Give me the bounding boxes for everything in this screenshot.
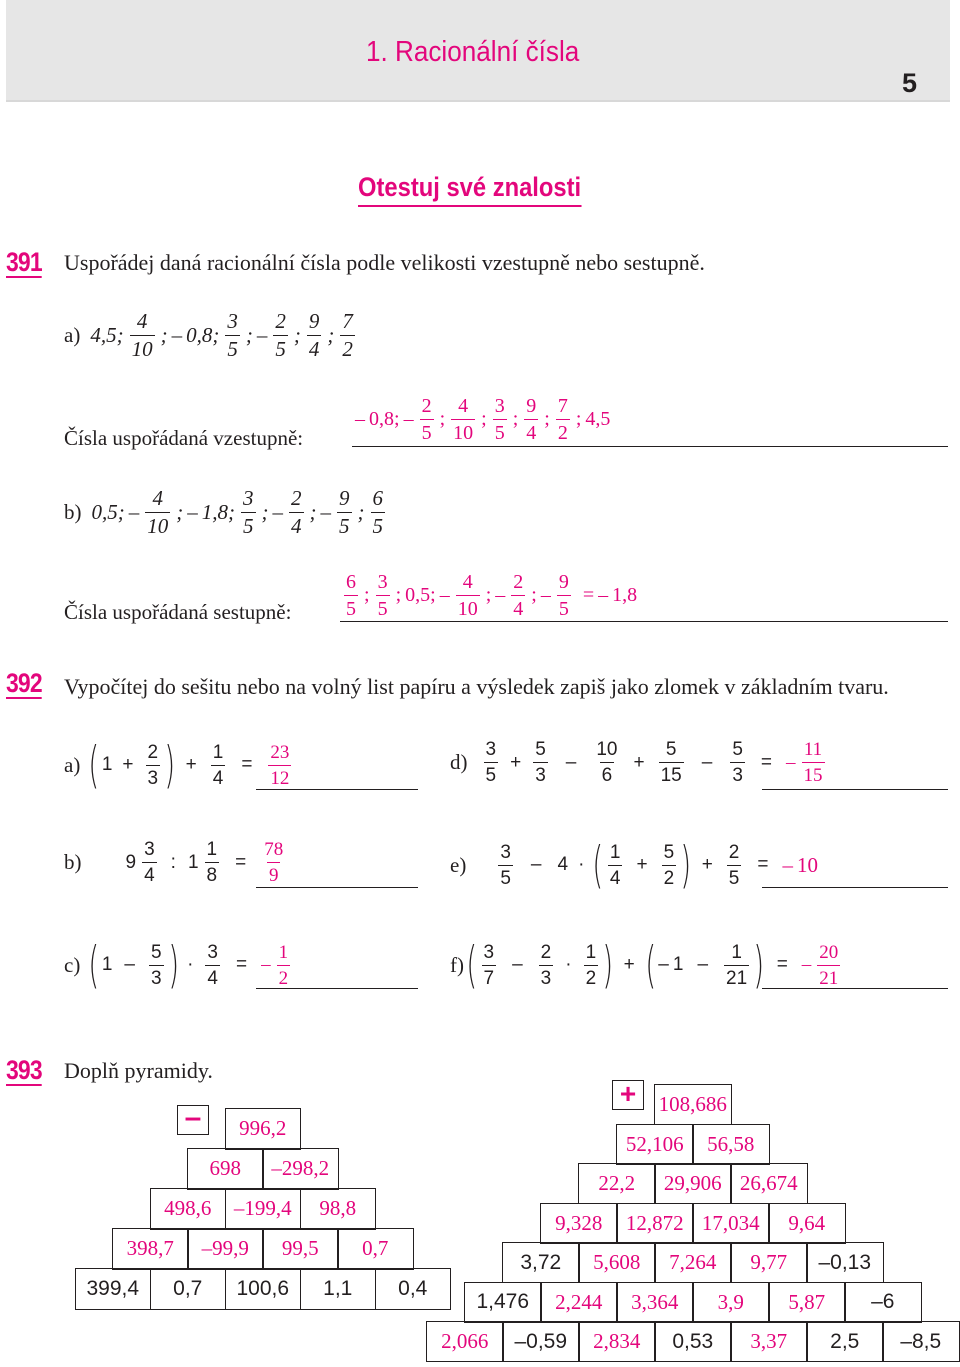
answer-fraction: $\frac{78}{9}$ xyxy=(264,839,284,886)
pyramid-left-cell-r5-c1: 399,4 xyxy=(75,1268,152,1310)
fraction: $\frac{1}{21}$ xyxy=(726,941,748,989)
392e: e) $\frac{3}{5}$ – 4 · ( $\frac{1}{4}$ + $\frac{5}{2}$ ) + $\frac{2}{5}$ = – 10 xyxy=(450,836,818,894)
pyramid-left-cell-r5-c4: 1,1 xyxy=(300,1268,377,1310)
391a-answer-label: Čísla uspořádaná vzestupně: xyxy=(64,426,304,450)
fraction: $\frac{3}{4}$ xyxy=(144,839,155,886)
pyramid-right-cell-r7-c3: 2,834 xyxy=(578,1321,656,1362)
fraction: $\frac{2}{4}$ xyxy=(513,571,524,620)
answer-line xyxy=(762,988,948,989)
answer-line xyxy=(762,887,948,888)
fraction: $\frac{4}{10}$ xyxy=(457,571,478,620)
392f: f) ( $\frac{3}{7}$ – $\frac{2}{3}$ · $\frac{1}{2}$ ) + ( – 1 – $\frac{1}{21}$ ) = – $\frac{20}{21}$ xyxy=(450,936,839,994)
pyramid-left-cell-r2-c1: 698 xyxy=(187,1148,264,1190)
pyramid-right-cell-r5-c4: 9,77 xyxy=(730,1242,808,1283)
fraction: $\frac{1}{4}$ xyxy=(212,741,224,789)
instruction-392: Vypočítej do sešitu nebo na volný list papíru a výsledek zapiš jako zlomek v základním tvaru. xyxy=(64,674,889,699)
answer-line xyxy=(256,887,418,888)
pyramid-left-cell-r4-c1: 398,7 xyxy=(112,1228,189,1270)
fraction: $\frac{5}{3}$ xyxy=(151,941,162,989)
pyramid-right-cell-r1-c1: 108,686 xyxy=(654,1084,732,1125)
answer-line xyxy=(352,446,948,447)
fraction: $\frac{2}{5}$ xyxy=(421,395,432,444)
answer-line xyxy=(256,988,418,989)
answer-fraction: $\frac{23}{12}$ xyxy=(270,741,290,789)
fraction: $\frac{9}{5}$ xyxy=(339,486,350,538)
pyramid-right-cell-r7-c1: 2,066 xyxy=(426,1321,504,1362)
392d: d) $\frac{3}{5}$ + $\frac{5}{3}$ – $\frac{10}{6}$ + $\frac{5}{15}$ – $\frac{5}{3}$ = – $\frac{11}{15}$ xyxy=(450,739,823,786)
391b-answer-label: Čísla uspořádaná sestupně: xyxy=(64,600,292,624)
pyramid-right-cell-r6-c6: –6 xyxy=(844,1282,922,1323)
fraction: $\frac{5}{2}$ xyxy=(663,841,675,889)
pyramid-right-cell-r6-c3: 3,364 xyxy=(616,1282,694,1323)
answer-line xyxy=(340,621,948,622)
pyramid-left-cell-r5-c5: 0,4 xyxy=(375,1268,452,1310)
fraction: $\frac{3}{5}$ xyxy=(500,841,511,889)
label: a) xyxy=(64,323,81,347)
392c: c) ( 1 – $\frac{5}{3}$ ) · $\frac{3}{4}$ = – $\frac{1}{2}$ xyxy=(64,936,289,994)
pyramid-left-operator: – xyxy=(177,1105,209,1135)
fraction: $\frac{9}{4}$ xyxy=(526,395,537,444)
fraction: $\frac{3}{5}$ xyxy=(377,571,388,620)
fraction: $\frac{1}{4}$ xyxy=(609,841,621,889)
exercise-number-392: 392 xyxy=(6,668,42,698)
pyramid-left-cell-r5-c2: 0,7 xyxy=(150,1268,227,1310)
answer-value: 10 xyxy=(796,852,818,877)
fraction: $\frac{2}{4}$ xyxy=(291,486,302,538)
fraction: $\frac{6}{5}$ xyxy=(372,486,383,538)
label: d) xyxy=(450,750,468,774)
fraction: $\frac{1}{2}$ xyxy=(585,941,597,989)
pyramid-right-cell-r5-c3: 7,264 xyxy=(654,1242,732,1283)
pyramid-right-cell-r5-c5: –0,13 xyxy=(806,1242,884,1283)
pyramid-right-cell-r2-c2: 56,58 xyxy=(692,1124,770,1165)
fraction: $\frac{2}{3}$ xyxy=(540,941,552,989)
fraction: $\frac{9}{4}$ xyxy=(308,309,320,361)
fraction: $\frac{3}{5}$ xyxy=(494,395,505,444)
pyramid-right-cell-r3-c1: 22,2 xyxy=(578,1163,656,1204)
fraction: $\frac{3}{7}$ xyxy=(483,941,495,989)
fraction: $\frac{6}{5}$ xyxy=(346,571,356,620)
value: 4,5; xyxy=(90,323,124,347)
fraction: $\frac{3}{5}$ xyxy=(243,486,254,538)
label: c) xyxy=(64,952,81,977)
fraction: $\frac{10}{6}$ xyxy=(596,739,618,786)
answer-line xyxy=(762,789,948,790)
pyramid-right-cell-r4-c2: 12,872 xyxy=(616,1203,694,1244)
pyramid-right-cell-r3-c3: 26,674 xyxy=(730,1163,808,1204)
392b: b) 9 $\frac{3}{4}$ : 1 $\frac{1}{8}$ = $\frac{78}{9}$ xyxy=(64,839,284,886)
pyramid-right-cell-r7-c2: –0,59 xyxy=(502,1321,580,1362)
pyramid-right-operator: + xyxy=(612,1080,644,1110)
pyramid-right-cell-r5-c1: 3,72 xyxy=(502,1242,580,1283)
page-number: 5 xyxy=(902,68,918,98)
exercise-number-393: 393 xyxy=(6,1055,42,1085)
pyramid-right-cell-r4-c4: 9,64 xyxy=(768,1203,846,1244)
instruction-393: Doplň pyramidy. xyxy=(64,1058,213,1083)
pyramid-left-cell-r4-c2: –99,9 xyxy=(187,1228,264,1270)
fraction: $\frac{3}{5}$ xyxy=(227,309,238,361)
pyramid-right-cell-r6-c4: 3,9 xyxy=(692,1282,770,1323)
exercise-number-391: 391 xyxy=(6,247,42,277)
pyramid-right-cell-r7-c4: 0,53 xyxy=(654,1321,732,1362)
fraction: $\frac{7}{2}$ xyxy=(557,395,568,444)
label: a) xyxy=(64,752,81,777)
391b-problem: b) 0,5; – $\frac{4}{10}$ ; – 1,8; $\frac{3}{5}$ ; – $\frac{2}{4}$ ; – $\frac{9}{5}$ ; $\frac{6}{5}$ xyxy=(64,486,383,538)
label: e) xyxy=(450,852,467,877)
pyramid-left-cell-r4-c4: 0,7 xyxy=(337,1228,414,1270)
instruction-391: Uspořádej daná racionální čísla podle velikosti vzestupně nebo sestupně. xyxy=(64,250,705,275)
pyramid-left-cell-r5-c3: 100,6 xyxy=(225,1268,302,1310)
pyramid-right-cell-r6-c5: 5,87 xyxy=(768,1282,846,1323)
pyramid-right-cell-r7-c5: 3,37 xyxy=(730,1321,808,1362)
label: b) xyxy=(64,500,82,524)
fraction: $\frac{3}{4}$ xyxy=(207,941,218,989)
pyramid-right-cell-r6-c1: 1,476 xyxy=(464,1282,542,1323)
fraction: $\frac{2}{5}$ xyxy=(728,841,740,889)
pyramid-right-cell-r4-c1: 9,328 xyxy=(540,1203,618,1244)
fraction: $\frac{4}{10}$ xyxy=(453,395,474,444)
answer-fraction: $\frac{11}{15}$ xyxy=(803,739,823,786)
fraction: $\frac{1}{8}$ xyxy=(206,839,218,886)
fraction: $\frac{2}{5}$ xyxy=(275,309,286,361)
pyramid-left-cell-r3-c1: 498,6 xyxy=(150,1188,227,1230)
pyramid-right-cell-r7-c7: –8,5 xyxy=(882,1321,960,1362)
pyramid-left-cell-r4-c3: 99,5 xyxy=(262,1228,339,1270)
391a-problem: a) 4,5; $\frac{4}{10}$ ; – 0,8; $\frac{3}{5}$ ; – $\frac{2}{5}$ ; $\frac{9}{4}$ ; $\frac{7}{2}$ xyxy=(64,309,353,361)
pyramid-right-cell-r5-c2: 5,608 xyxy=(578,1242,656,1283)
fraction: $\frac{2}{3}$ xyxy=(147,741,159,789)
fraction: $\frac{4}{10}$ xyxy=(131,309,153,361)
value: 0,8; xyxy=(186,323,220,347)
fraction: $\frac{7}{2}$ xyxy=(342,309,353,361)
answer-line xyxy=(256,789,418,790)
pyramid-right-cell-r3-c2: 29,906 xyxy=(654,1163,732,1204)
chapter-title: 1. Racionální čísla xyxy=(366,36,580,68)
answer-fraction: $\frac{1}{2}$ xyxy=(278,941,289,989)
label: b) xyxy=(64,850,82,874)
391b-answer: $\frac{6}{5}$ ; $\frac{3}{5}$ ; 0,5; – $\frac{4}{10}$ ; – $\frac{2}{4}$ ; – $\frac{9}{5}$ = – 1,8 xyxy=(346,571,638,620)
pyramid-right-cell-r2-c1: 52,106 xyxy=(616,1124,694,1165)
392a: a) ( 1 + $\frac{2}{3}$ ) + $\frac{1}{4}$ = $\frac{23}{12}$ xyxy=(64,736,290,794)
fraction: $\frac{5}{3}$ xyxy=(535,739,546,786)
391a-answer: – 0,8; – $\frac{2}{5}$ ; $\frac{4}{10}$ ; $\frac{3}{5}$ ; $\frac{9}{4}$ ; $\frac{7}{2}$ ; 4,5 xyxy=(355,395,611,444)
fraction: $\frac{4}{10}$ xyxy=(147,486,169,538)
label: f) xyxy=(450,952,464,977)
section-title: Otestuj své znalosti xyxy=(358,172,581,207)
fraction: $\frac{5}{3}$ xyxy=(732,739,743,786)
pyramid-left-cell-r1-c1: 996,2 xyxy=(225,1108,302,1150)
fraction: $\frac{9}{5}$ xyxy=(558,571,569,620)
fraction: $\frac{3}{5}$ xyxy=(485,739,497,786)
pyramid-right-cell-r6-c2: 2,244 xyxy=(540,1282,618,1323)
pyramid-left-cell-r2-c2: –298,2 xyxy=(262,1148,339,1190)
pyramid-right-cell-r7-c6: 2,5 xyxy=(806,1321,884,1362)
pyramid-left-cell-r3-c3: 98,8 xyxy=(300,1188,377,1230)
answer-fraction: $\frac{20}{21}$ xyxy=(819,941,839,989)
pyramid-right-cell-r4-c3: 17,034 xyxy=(692,1203,770,1244)
fraction: $\frac{5}{15}$ xyxy=(660,739,682,786)
pyramid-left-cell-r3-c2: –199,4 xyxy=(225,1188,302,1230)
